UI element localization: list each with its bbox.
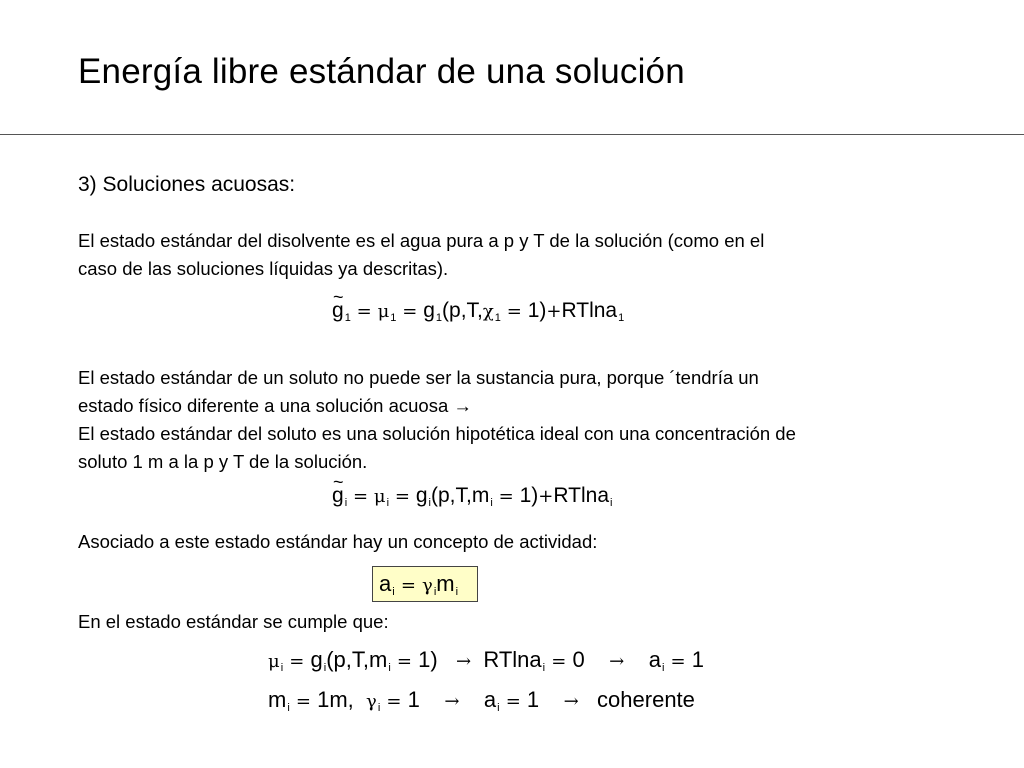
- equation-standard-condition: $\mu_i = g_i(p,T,m_i = 1)$ → RTlna$_i$ = 0 → $a_i = 1$: [268, 647, 704, 674]
- paragraph-activity: Asociado a este estado estándar hay un concepto de actividad:: [78, 531, 598, 552]
- arrow-icon: →: [456, 651, 472, 672]
- section-heading: 3) Soluciones acuosas:: [78, 173, 296, 196]
- g-tilde: ~ g: [332, 481, 344, 511]
- text-line: soluto 1 m a la p y T de la solución.: [78, 451, 368, 472]
- text-line: caso de las soluciones líquidas ya descritas).: [78, 258, 449, 279]
- text-line: El estado estándar de un soluto no puede ser la sustancia pura, porque ´tendría un: [78, 367, 759, 388]
- equation-solvent: ~ $g_1 = \mu_1 = g_1(p,T,\chi_1 = 1)+RTlna_1$: [332, 296, 624, 333]
- activity-formula-box: [372, 566, 478, 602]
- equation-activity: $a_i = \gamma_im_i$: [379, 571, 459, 598]
- title-divider: [0, 134, 1024, 135]
- text-line: estado físico diferente a una solución acuosa →: [78, 395, 472, 416]
- paragraph-solvent: [78, 227, 764, 283]
- equation-coherent: $m_i = 1m$, $\gamma_i = 1$ → $a_i = 1$ → coherente: [268, 687, 695, 714]
- arrow-icon: →: [563, 691, 579, 712]
- paragraph-standard-state: En el estado estándar se cumple que:: [78, 611, 389, 632]
- page-title: Energía libre estándar de una solución: [78, 52, 685, 91]
- text-line: El estado estándar del soluto es una solución hipotética ideal con una concentración de: [78, 423, 796, 444]
- arrow-icon: →: [609, 651, 625, 672]
- g-tilde: ~ g: [332, 296, 344, 326]
- arrow-icon: →: [444, 691, 460, 712]
- equation-solute: ~ $g_i = \mu_i = g_i(p,T,m_i = 1)+RTlna_i$: [332, 481, 612, 518]
- paragraph-solute: [78, 364, 796, 476]
- text-line: El estado estándar del disolvente es el agua pura a p y T de la solución (como en el: [78, 230, 765, 251]
